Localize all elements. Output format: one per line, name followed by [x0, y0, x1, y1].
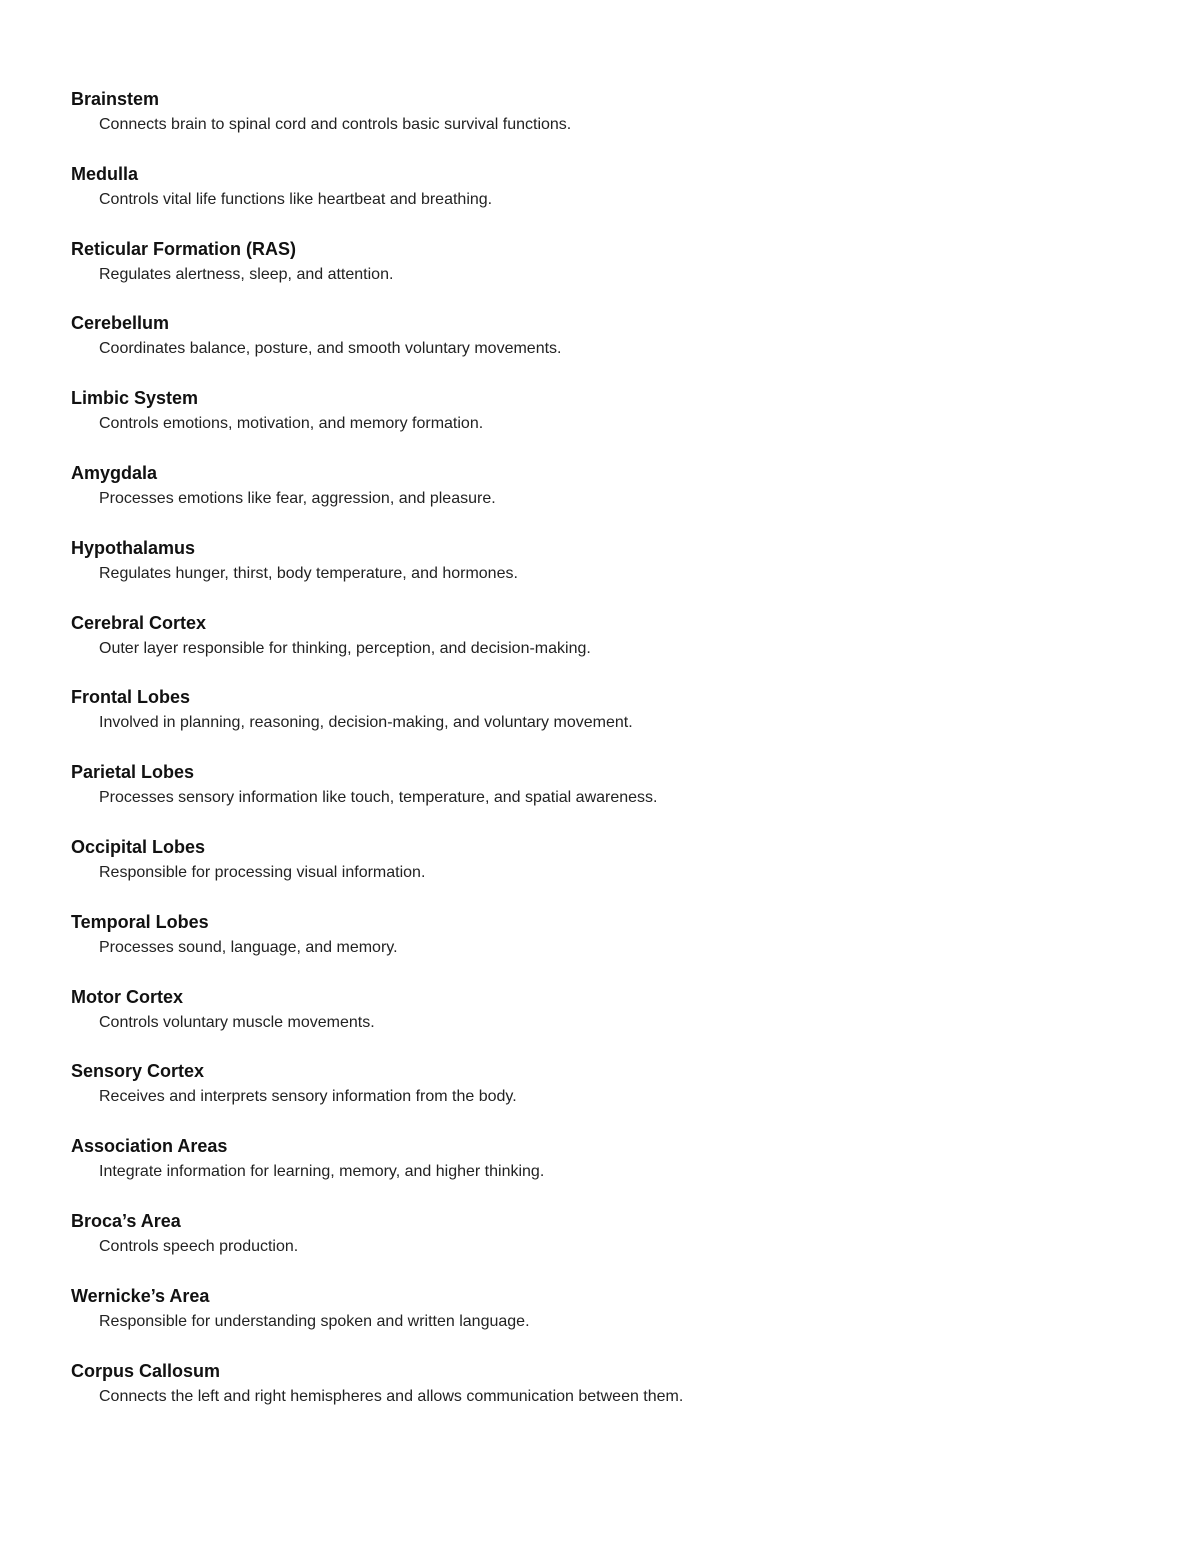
entry-definition: Connects brain to spinal cord and controls basic survival functions. [99, 116, 572, 133]
glossary-entry [71, 1283, 1151, 1358]
entry-term: Limbic System [71, 388, 199, 409]
entry-definition: Controls emotions, motivation, and memory formation. [99, 415, 484, 433]
entry-definition: Processes emotions like fear, aggression, and pleasure. [99, 489, 496, 507]
glossary-entry [71, 161, 1151, 236]
entry-term: Reticular Formation (RAS) [71, 238, 297, 259]
glossary-entry [71, 1358, 1151, 1433]
entry-term: Sensory Cortex [71, 1061, 205, 1082]
entry-term: Frontal Lobes [71, 687, 191, 708]
entry-term: Occipital Lobes [71, 836, 206, 857]
entry-term: Cerebral Cortex [71, 612, 207, 633]
glossary-entry [71, 610, 1151, 685]
glossary-entry [71, 310, 1151, 385]
entry-definition: Regulates alertness, sleep, and attention. [99, 265, 394, 283]
entry-term: Wernicke’s Area [71, 1285, 210, 1306]
entry-term: Parietal Lobes [71, 762, 195, 783]
glossary-entry [71, 1208, 1151, 1283]
glossary-entry [71, 684, 1151, 759]
entry-term: Medulla [71, 163, 139, 184]
glossary-entry [71, 460, 1151, 535]
entry-definition: Regulates hunger, thirst, body temperature, and hormones. [99, 564, 518, 582]
glossary-entry [71, 86, 1151, 161]
entry-term: Amygdala [71, 462, 158, 483]
entry-definition: Involved in planning, reasoning, decision-making, and voluntary movement. [99, 714, 633, 732]
entry-term: Motor Cortex [71, 986, 183, 1007]
entry-term: Association Areas [71, 1136, 228, 1157]
entry-term: Brainstem [71, 89, 160, 109]
entry-definition: Controls speech production. [99, 1237, 299, 1255]
entry-term: Corpus Callosum [71, 1360, 221, 1381]
entry-definition: Outer layer responsible for thinking, perception, and decision-making. [99, 639, 591, 657]
glossary-entry [71, 535, 1151, 610]
glossary-entry [71, 236, 1151, 311]
entry-term: Temporal Lobes [71, 911, 209, 932]
entry-definition: Receives and interprets sensory information from the body. [99, 1088, 517, 1106]
glossary-list [71, 86, 1151, 1432]
entry-term: Hypothalamus [71, 537, 196, 558]
glossary-entry [71, 984, 1151, 1059]
glossary-entry [71, 1133, 1151, 1208]
entry-definition: Controls voluntary muscle movements. [99, 1013, 375, 1031]
entry-definition: Processes sensory information like touch, temperature, and spatial awareness. [99, 789, 658, 807]
entry-definition: Coordinates balance, posture, and smooth voluntary movements. [99, 340, 562, 358]
entry-term: Cerebellum [71, 313, 170, 334]
glossary-entry [71, 1058, 1151, 1133]
entry-definition: Integrate information for learning, memory, and higher thinking. [99, 1163, 545, 1181]
entry-definition: Responsible for processing visual information. [99, 863, 426, 881]
entry-definition: Controls vital life functions like heartbeat and breathing. [99, 190, 493, 208]
glossary-entry [71, 759, 1151, 834]
glossary-entry [71, 834, 1151, 909]
entry-definition: Connects the left and right hemispheres and allows communication between them. [99, 1387, 684, 1405]
entry-definition: Responsible for understanding spoken and written language. [99, 1312, 530, 1330]
glossary-entry [71, 909, 1151, 984]
entry-term: Broca’s Area [71, 1210, 181, 1231]
entry-definition: Processes sound, language, and memory. [99, 938, 398, 956]
glossary-entry [71, 385, 1151, 460]
